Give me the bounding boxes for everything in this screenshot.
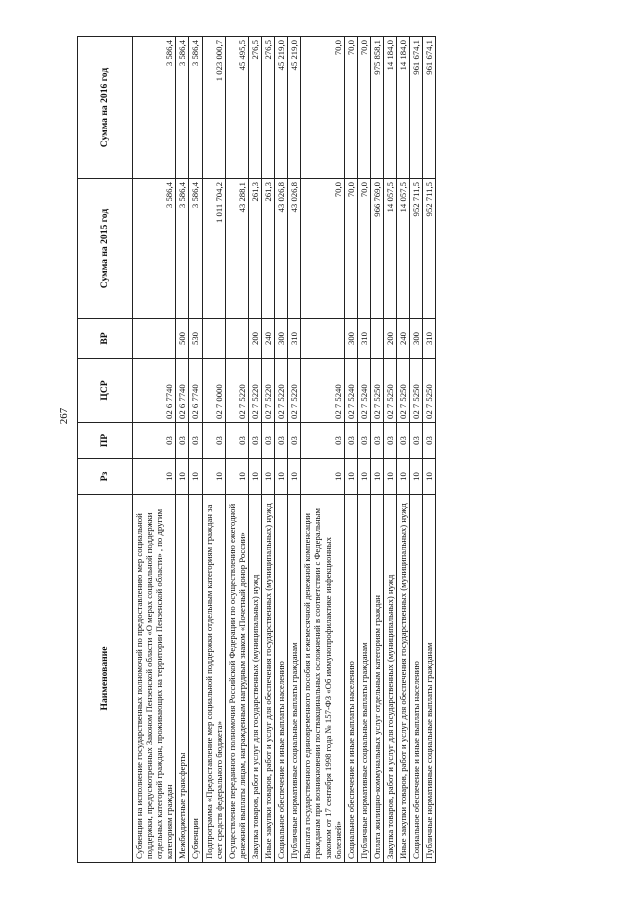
table-row [189, 37, 202, 863]
cell-vr: 530 [189, 319, 202, 359]
cell-sum-2015: 14 057,5 [383, 179, 396, 319]
cell-vr [202, 319, 225, 359]
cell-csr: 02 7 5220 [262, 359, 275, 423]
cell-pr: 03 [301, 423, 344, 459]
cell-pr: 03 [397, 423, 410, 459]
cell-sum-2015: 261,3 [262, 179, 275, 319]
cell-csr: 02 7 5220 [288, 359, 301, 423]
cell-sum-2015: 1 011 704,2 [202, 179, 225, 319]
cell-rz: 10 [202, 459, 225, 495]
cell-name: Иные закупки товаров, работ и услуг для обеспечения государственных (муниципальных) нужд [262, 495, 275, 863]
cell-sum-2016: 45 219,0 [288, 37, 301, 179]
cell-vr: 500 [176, 319, 189, 359]
cell-csr: 02 7 5250 [397, 359, 410, 423]
cell-vr [225, 319, 248, 359]
cell-sum-2016: 961 674,1 [423, 37, 436, 179]
cell-pr: 03 [370, 423, 383, 459]
header-rz: Рз [78, 459, 133, 495]
cell-sum-2015: 3 586,4 [133, 179, 176, 319]
cell-name: Публичные нормативные социальные выплаты гражданам [288, 495, 301, 863]
cell-sum-2015: 43 026,8 [275, 179, 288, 319]
cell-pr: 03 [423, 423, 436, 459]
cell-rz: 10 [133, 459, 176, 495]
table-row [275, 37, 288, 863]
header-name: Наименование [78, 495, 133, 863]
cell-rz: 10 [357, 459, 370, 495]
cell-rz: 10 [301, 459, 344, 495]
cell-name: Межбюджетные трансферты [176, 495, 189, 863]
cell-rz: 10 [410, 459, 423, 495]
cell-sum-2016: 975 858,1 [370, 37, 383, 179]
cell-vr [133, 319, 176, 359]
cell-rz: 10 [423, 459, 436, 495]
cell-vr: 310 [357, 319, 370, 359]
cell-sum-2015: 43 026,8 [288, 179, 301, 319]
cell-csr: 02 7 5220 [248, 359, 261, 423]
cell-pr: 03 [248, 423, 261, 459]
cell-csr: 02 7 5240 [357, 359, 370, 423]
cell-sum-2016: 3 586,4 [176, 37, 189, 179]
cell-sum-2016: 961 674,1 [410, 37, 423, 179]
cell-rz: 10 [248, 459, 261, 495]
cell-name: Оплата жилищно-коммунальных услуг отдельным категориям граждан [370, 495, 383, 863]
cell-name: Публичные нормативные социальные выплаты гражданам [423, 495, 436, 863]
table-row [301, 37, 344, 863]
table-row [248, 37, 261, 863]
cell-sum-2016: 14 184,0 [383, 37, 396, 179]
header-sum-2016: Сумма на 2016 год [78, 37, 133, 179]
cell-csr: 02 7 5220 [275, 359, 288, 423]
table-row [370, 37, 383, 863]
cell-sum-2016: 45 495,5 [225, 37, 248, 179]
cell-vr [370, 319, 383, 359]
table-row [383, 37, 396, 863]
cell-csr: 02 7 5250 [370, 359, 383, 423]
cell-csr: 02 7 5220 [225, 359, 248, 423]
cell-sum-2015: 70,0 [301, 179, 344, 319]
cell-csr: 02 6 7740 [176, 359, 189, 423]
cell-sum-2015: 70,0 [344, 179, 357, 319]
cell-vr: 300 [275, 319, 288, 359]
cell-pr: 03 [275, 423, 288, 459]
table-row [357, 37, 370, 863]
cell-rz: 10 [383, 459, 396, 495]
cell-sum-2016: 70,0 [344, 37, 357, 179]
cell-name: Выплата государственного единовременного пособия и ежемесячной денежной компенсации гражданам при возникновении поствакцинальных осложнений в соответствии с Федеральным законом от 17 сентября 1998 года № 157-ФЗ «Об иммунопрофилактике инфекционных болезней» [301, 495, 344, 863]
cell-rz: 10 [262, 459, 275, 495]
cell-name: Закупка товаров, работ и услуг для государственных (муниципальных) нужд [383, 495, 396, 863]
cell-rz: 10 [370, 459, 383, 495]
cell-sum-2015: 70,0 [357, 179, 370, 319]
cell-name: Социальное обеспечение и иные выплаты населению [344, 495, 357, 863]
header-row [78, 37, 133, 863]
table-body [133, 37, 436, 863]
cell-vr: 200 [383, 319, 396, 359]
cell-pr: 03 [357, 423, 370, 459]
cell-csr: 02 7 5250 [410, 359, 423, 423]
table-row [288, 37, 301, 863]
cell-pr: 03 [176, 423, 189, 459]
cell-name: Социальное обеспечение и иные выплаты населению [275, 495, 288, 863]
cell-csr: 02 7 5250 [423, 359, 436, 423]
cell-vr [301, 319, 344, 359]
table-row [423, 37, 436, 863]
cell-csr: 02 6 7740 [189, 359, 202, 423]
cell-rz: 10 [176, 459, 189, 495]
cell-vr: 240 [397, 319, 410, 359]
cell-name: Закупка товаров, работ и услуг для государственных (муниципальных) нужд [248, 495, 261, 863]
cell-sum-2015: 952 711,5 [423, 179, 436, 319]
header-sum-2015: Сумма на 2015 год [78, 179, 133, 319]
cell-sum-2016: 1 023 000,7 [202, 37, 225, 179]
cell-csr: 02 7 0000 [202, 359, 225, 423]
cell-sum-2016: 276,5 [262, 37, 275, 179]
cell-name: Публичные нормативные социальные выплаты гражданам [357, 495, 370, 863]
table-row [397, 37, 410, 863]
cell-vr: 240 [262, 319, 275, 359]
header-csr: ЦСР [78, 359, 133, 423]
cell-name: Субвенции [189, 495, 202, 863]
cell-pr: 03 [383, 423, 396, 459]
cell-pr: 03 [288, 423, 301, 459]
cell-name: Осуществление переданного полномочия Российской Федерации по осуществлению ежегодной денежной выплаты лицам, награжденным нагрудным знаком «Почетный донор России» [225, 495, 248, 863]
cell-vr: 310 [423, 319, 436, 359]
cell-sum-2016: 3 586,4 [189, 37, 202, 179]
table-row [344, 37, 357, 863]
cell-pr: 03 [262, 423, 275, 459]
cell-pr: 03 [189, 423, 202, 459]
cell-name: Подпрограмма «Предоставление мер социальной поддержки отдельным категориям граждан за счет средств федерального бюджета» [202, 495, 225, 863]
cell-sum-2016: 276,5 [248, 37, 261, 179]
cell-csr: 02 7 5240 [301, 359, 344, 423]
cell-sum-2015: 3 586,4 [189, 179, 202, 319]
cell-sum-2015: 966 769,0 [370, 179, 383, 319]
table-row [133, 37, 176, 863]
cell-sum-2015: 952 711,5 [410, 179, 423, 319]
table-row [410, 37, 423, 863]
table-row [262, 37, 275, 863]
cell-vr: 300 [410, 319, 423, 359]
header-vr: ВР [78, 319, 133, 359]
cell-rz: 10 [288, 459, 301, 495]
table-row [225, 37, 248, 863]
cell-sum-2015: 14 057,5 [397, 179, 410, 319]
cell-pr: 03 [225, 423, 248, 459]
budget-table [77, 36, 436, 863]
table-row [202, 37, 225, 863]
cell-rz: 10 [189, 459, 202, 495]
cell-vr: 200 [248, 319, 261, 359]
cell-sum-2016: 70,0 [301, 37, 344, 179]
cell-rz: 10 [225, 459, 248, 495]
cell-rz: 10 [275, 459, 288, 495]
cell-pr: 03 [410, 423, 423, 459]
cell-pr: 03 [344, 423, 357, 459]
page-number: 267 [58, 407, 70, 425]
cell-name: Субвенции на исполнение государственных полномочий по предоставлению мер социальной поддержки, предусмотренных Законом Пензенской области «О мерах социальной поддержки отдельных категорий граждан, проживающих на территории Пензенской области» , по другим категориям граждан [133, 495, 176, 863]
cell-csr: 02 7 5240 [344, 359, 357, 423]
cell-pr: 03 [202, 423, 225, 459]
cell-csr: 02 6 7740 [133, 359, 176, 423]
cell-pr: 03 [133, 423, 176, 459]
cell-sum-2015: 43 288,1 [225, 179, 248, 319]
cell-name: Социальное обеспечение и иные выплаты населению [410, 495, 423, 863]
cell-sum-2015: 3 586,4 [176, 179, 189, 319]
cell-sum-2016: 45 219,0 [275, 37, 288, 179]
cell-vr: 300 [344, 319, 357, 359]
cell-sum-2016: 70,0 [357, 37, 370, 179]
cell-name: Иные закупки товаров, работ и услуг для обеспечения государственных (муниципальных) нужд [397, 495, 410, 863]
cell-sum-2016: 14 184,0 [397, 37, 410, 179]
cell-vr: 310 [288, 319, 301, 359]
cell-sum-2016: 3 586,4 [133, 37, 176, 179]
table-row [176, 37, 189, 863]
cell-csr: 02 7 5250 [383, 359, 396, 423]
cell-sum-2015: 261,3 [248, 179, 261, 319]
budget-table-container [77, 37, 549, 863]
cell-rz: 10 [344, 459, 357, 495]
header-pr: ПР [78, 423, 133, 459]
cell-rz: 10 [397, 459, 410, 495]
